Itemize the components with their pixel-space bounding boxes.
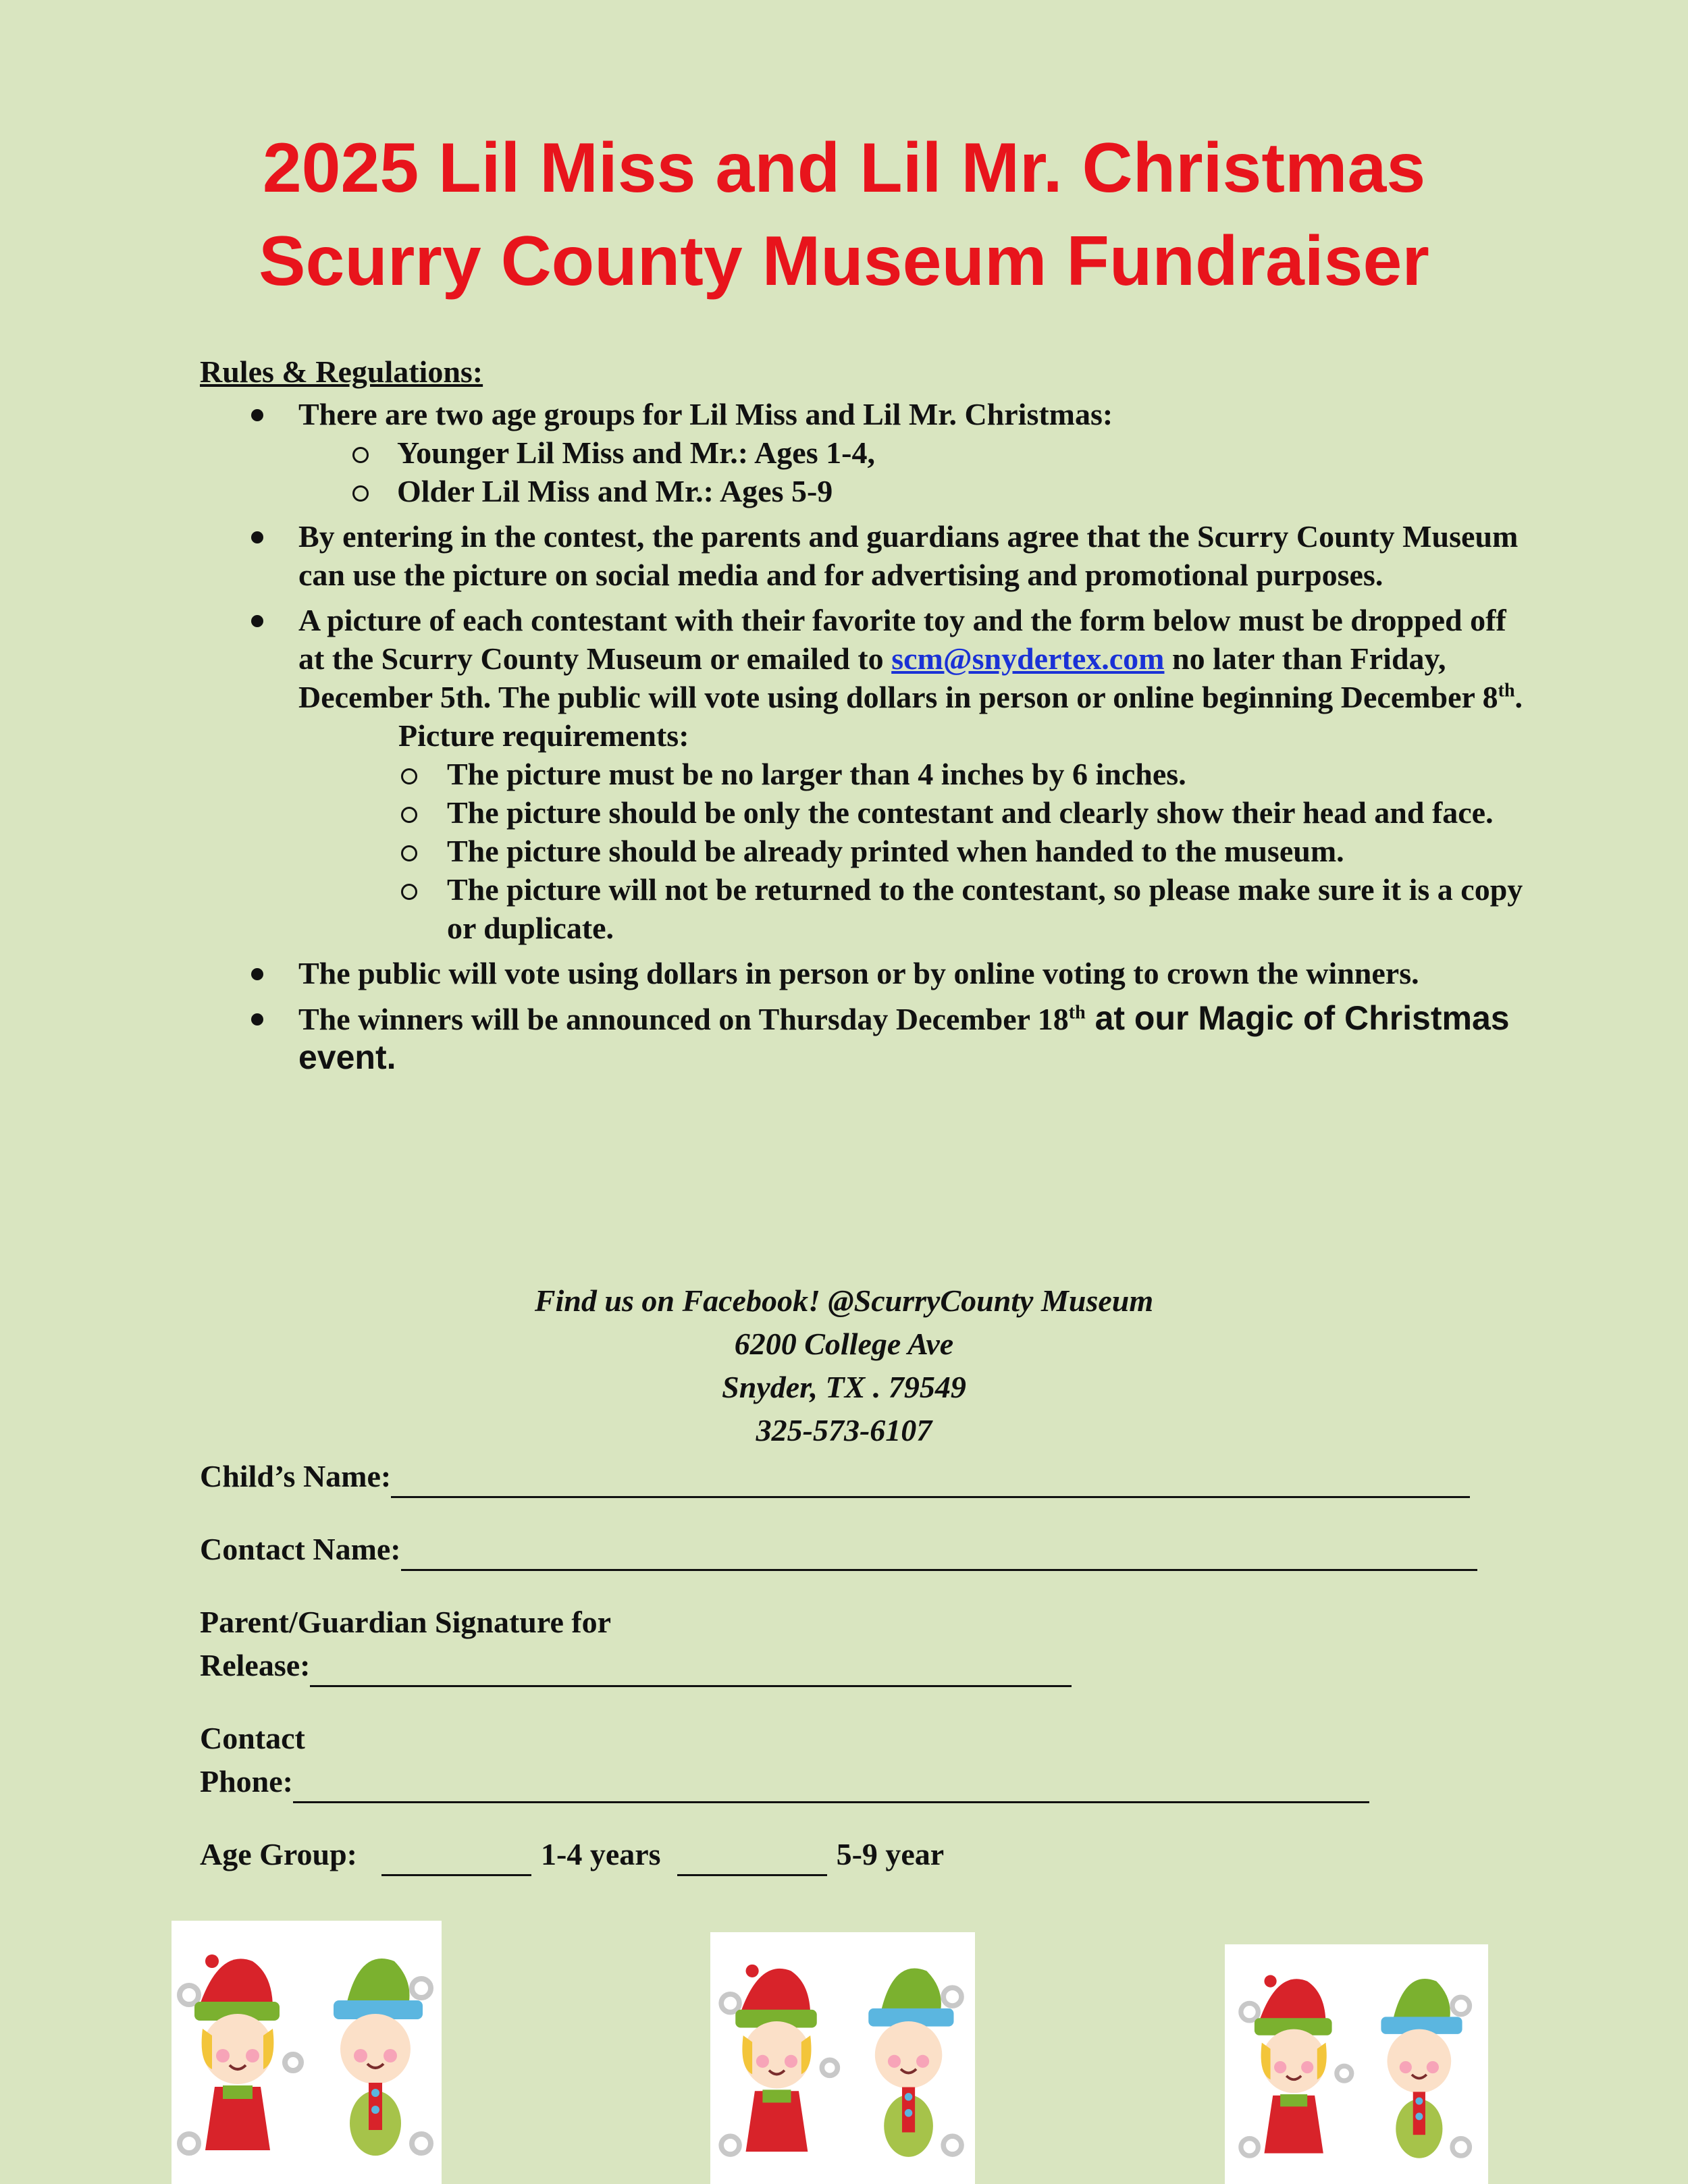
contact-block bbox=[0, 1279, 1688, 1452]
contact-phone-field bbox=[200, 1717, 1523, 1803]
elves-illustration bbox=[1225, 1944, 1488, 2184]
age-group-item: Older Lil Miss and Mr.: Ages 5-9 bbox=[200, 472, 1523, 510]
flyer-title bbox=[0, 122, 1688, 308]
signature-row bbox=[200, 1644, 1523, 1687]
picture-requirement-item: The picture must be no larger than 4 inches by 6 inches. bbox=[200, 755, 1523, 793]
rule-text: There are two age groups for Lil Miss and Lil Mr. Christmas: bbox=[298, 397, 1113, 431]
rule-voting bbox=[200, 954, 1523, 992]
city-line: Snyder, TX . 79549 bbox=[722, 1370, 966, 1404]
signature-input[interactable] bbox=[310, 1650, 1072, 1687]
rules-heading: Rules & Regulations: bbox=[200, 354, 483, 389]
signature-label: Parent/Guardian Signature for bbox=[200, 1605, 612, 1639]
age-group-field bbox=[200, 1833, 1523, 1876]
rule-text-emphasis: at our Magic of Christmas event. bbox=[298, 999, 1510, 1076]
address-line: 6200 College Ave bbox=[734, 1327, 954, 1361]
contact-phone-label: Contact bbox=[200, 1721, 305, 1755]
elves-icon bbox=[172, 1921, 442, 2184]
age-option-2-blank[interactable] bbox=[677, 1839, 827, 1876]
contact-name-field bbox=[200, 1528, 1523, 1571]
rule-picture-submission bbox=[200, 601, 1523, 947]
contact-phone-input[interactable] bbox=[293, 1766, 1369, 1803]
signature-field bbox=[200, 1601, 1523, 1687]
child-name-label: Child’s Name: bbox=[200, 1459, 392, 1493]
child-name-input[interactable] bbox=[391, 1461, 1470, 1498]
picture-requirement-item: The picture will not be returned to the contestant, so please make sure it is a copy or duplicate. bbox=[200, 870, 1523, 947]
ordinal-suffix: th bbox=[1498, 680, 1515, 701]
child-name-field bbox=[200, 1455, 1523, 1498]
phone-line: 325-573-6107 bbox=[756, 1413, 932, 1447]
age-option-2-label: 5-9 year bbox=[836, 1837, 945, 1871]
rule-winners bbox=[200, 999, 1523, 1077]
title-line-2: Scurry County Museum Fundraiser bbox=[259, 222, 1429, 300]
elves-illustration bbox=[710, 1932, 975, 2184]
picture-requirement-item: The picture should be already printed when handed to the museum. bbox=[200, 832, 1523, 870]
contact-name-label: Contact Name: bbox=[200, 1532, 401, 1566]
ordinal-suffix: th bbox=[1068, 1002, 1086, 1023]
elves-illustration bbox=[172, 1921, 442, 2184]
elves-icon bbox=[1225, 1944, 1488, 2184]
title-line-1: 2025 Lil Miss and Lil Mr. Christmas bbox=[262, 129, 1426, 207]
rule-text: no later than Friday, December 5th. The public will vote using dollars in person or online beginning December 8 bbox=[298, 641, 1498, 714]
rule-consent bbox=[200, 517, 1523, 594]
rules-section bbox=[200, 352, 1523, 1084]
rule-text-end: . bbox=[1514, 680, 1523, 714]
contact-phone-row bbox=[200, 1760, 1523, 1803]
rule-text: The winners will be announced on Thursday December 18 bbox=[298, 1002, 1069, 1036]
facebook-line: Find us on Facebook! @ScurryCounty Museum bbox=[534, 1283, 1154, 1318]
contact-phone-label-2: Phone: bbox=[200, 1764, 293, 1799]
rule-text: By entering in the contest, the parents and guardians agree that the Scurry County Museum can use the picture on social media and for advertising and promotional purposes. bbox=[298, 519, 1519, 592]
entry-form bbox=[200, 1455, 1523, 1876]
rule-text: The public will vote using dollars in person or by online voting to crown the winners. bbox=[298, 956, 1419, 990]
rule-age-groups bbox=[200, 395, 1523, 510]
picture-requirements-heading: Picture requirements: bbox=[398, 718, 689, 753]
picture-requirement-item: The picture should be only the contestant and clearly show their head and face. bbox=[200, 793, 1523, 832]
elves-icon bbox=[710, 1932, 975, 2184]
age-option-1-blank[interactable] bbox=[381, 1839, 531, 1876]
contact-name-input[interactable] bbox=[401, 1534, 1477, 1571]
age-option-1-label: 1-4 years bbox=[541, 1837, 661, 1871]
signature-label-2: Release: bbox=[200, 1648, 311, 1682]
age-group-item: Younger Lil Miss and Mr.: Ages 1-4, bbox=[200, 433, 1523, 472]
age-group-label: Age Group: bbox=[200, 1837, 357, 1871]
rule-text: A picture of each contestant with their favorite toy and the form below must be dropped off at the Scurry County Museum or emailed to bbox=[298, 603, 1506, 676]
email-link[interactable]: scm@snydertex.com bbox=[891, 641, 1165, 676]
